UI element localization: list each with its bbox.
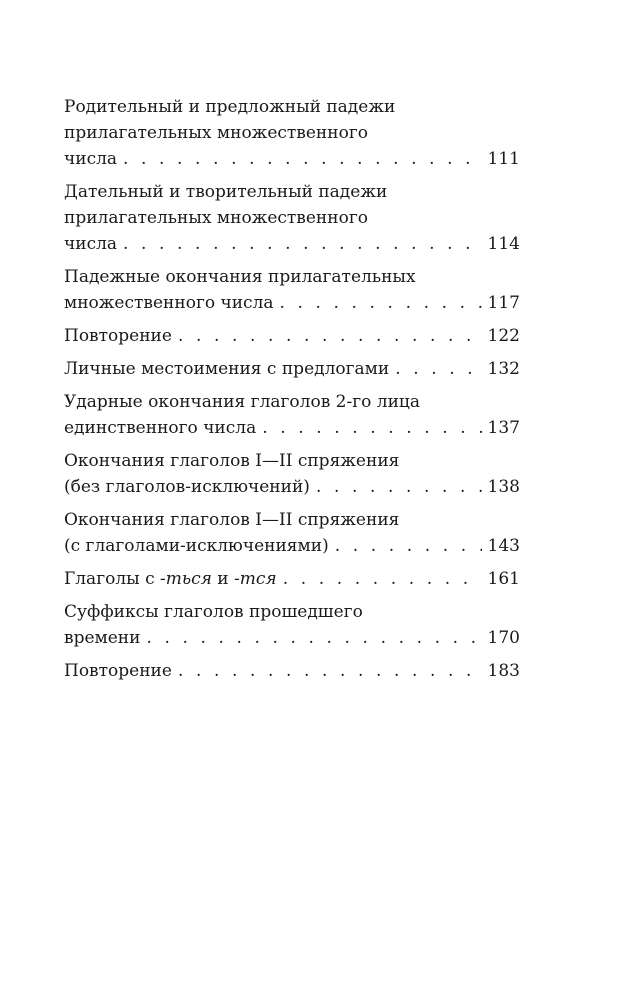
toc-entry-line: Родительный и предложный падежи <box>64 97 396 117</box>
page-number: 132 <box>487 359 520 379</box>
toc-entry[interactable] <box>64 94 520 172</box>
suffix-italic: -тся <box>234 569 277 589</box>
toc-entry[interactable] <box>64 448 520 500</box>
toc-entry-title: единственного числа <box>64 418 257 438</box>
page-number: 161 <box>487 569 520 589</box>
dot-leader <box>316 474 482 500</box>
toc-entry[interactable] <box>64 389 520 441</box>
toc-entry[interactable] <box>64 264 520 316</box>
toc-entry-title: (без глаголов-исключений) <box>64 477 310 497</box>
toc-entry-title: Повторение <box>64 326 172 346</box>
dot-leader <box>146 625 481 651</box>
toc-entry[interactable] <box>64 179 520 257</box>
toc-entry[interactable] <box>64 658 520 684</box>
page-number: 111 <box>487 149 520 169</box>
dot-leader <box>395 356 481 382</box>
page-number: 137 <box>487 418 520 438</box>
toc-entry[interactable] <box>64 323 520 349</box>
dot-leader <box>178 323 482 349</box>
toc-entry[interactable] <box>64 507 520 559</box>
toc-entry-title: Личные местоимения с предлогами <box>64 359 390 379</box>
toc-entry-line: прилагательных множественного <box>64 123 368 143</box>
dot-leader <box>283 566 482 592</box>
toc-entry-title: Повторение <box>64 661 172 681</box>
toc-entry-line: прилагательных множественного <box>64 208 368 228</box>
toc-entry-line: Дательный и творительный падежи <box>64 182 388 202</box>
dot-leader <box>123 146 482 172</box>
toc-entry-title: множественного числа <box>64 293 274 313</box>
page-number: 183 <box>487 661 520 681</box>
toc-entry-line: Окончания глаголов I—II спряжения <box>64 510 400 530</box>
toc-entry-title <box>64 566 277 592</box>
toc-entry-last-line <box>64 415 520 441</box>
toc-entry-title: времени <box>64 628 141 648</box>
toc-entry-last-line <box>64 356 520 382</box>
toc-entry-last-line <box>64 625 520 651</box>
toc-entry-title: числа <box>64 149 118 169</box>
page-number: 138 <box>487 477 520 497</box>
suffix-italic: -ться <box>160 569 212 589</box>
title-text: и <box>211 569 235 589</box>
dot-leader <box>262 415 481 441</box>
table-of-contents <box>64 94 520 691</box>
toc-entry-line: Ударные окончания глаголов 2-го лица <box>64 392 420 412</box>
dot-leader <box>123 231 482 257</box>
toc-entry-last-line <box>64 231 520 257</box>
toc-entry-last-line <box>64 533 520 559</box>
toc-entry-last-line <box>64 474 520 500</box>
toc-entry[interactable] <box>64 356 520 382</box>
page-number: 170 <box>487 628 520 648</box>
dot-leader <box>280 290 482 316</box>
page-number: 122 <box>487 326 520 346</box>
toc-entry-last-line <box>64 566 520 592</box>
page-number: 143 <box>487 536 520 556</box>
dot-leader <box>335 533 482 559</box>
toc-entry-last-line <box>64 146 520 172</box>
toc-entry-line: Окончания глаголов I—II спряжения <box>64 451 400 471</box>
title-text: Глаголы с <box>64 569 160 589</box>
toc-entry[interactable] <box>64 599 520 651</box>
toc-entry-title: (с глаголами-исключениями) <box>64 536 329 556</box>
toc-entry-line: Суффиксы глаголов прошедшего <box>64 602 363 622</box>
toc-entry[interactable] <box>64 566 520 592</box>
page-number: 114 <box>487 234 520 254</box>
toc-entry-line: Падежные окончания прилагательных <box>64 267 416 287</box>
toc-entry-title: числа <box>64 234 118 254</box>
toc-entry-last-line <box>64 323 520 349</box>
page-number: 117 <box>487 293 520 313</box>
toc-entry-last-line <box>64 290 520 316</box>
dot-leader <box>178 658 482 684</box>
toc-entry-last-line <box>64 658 520 684</box>
